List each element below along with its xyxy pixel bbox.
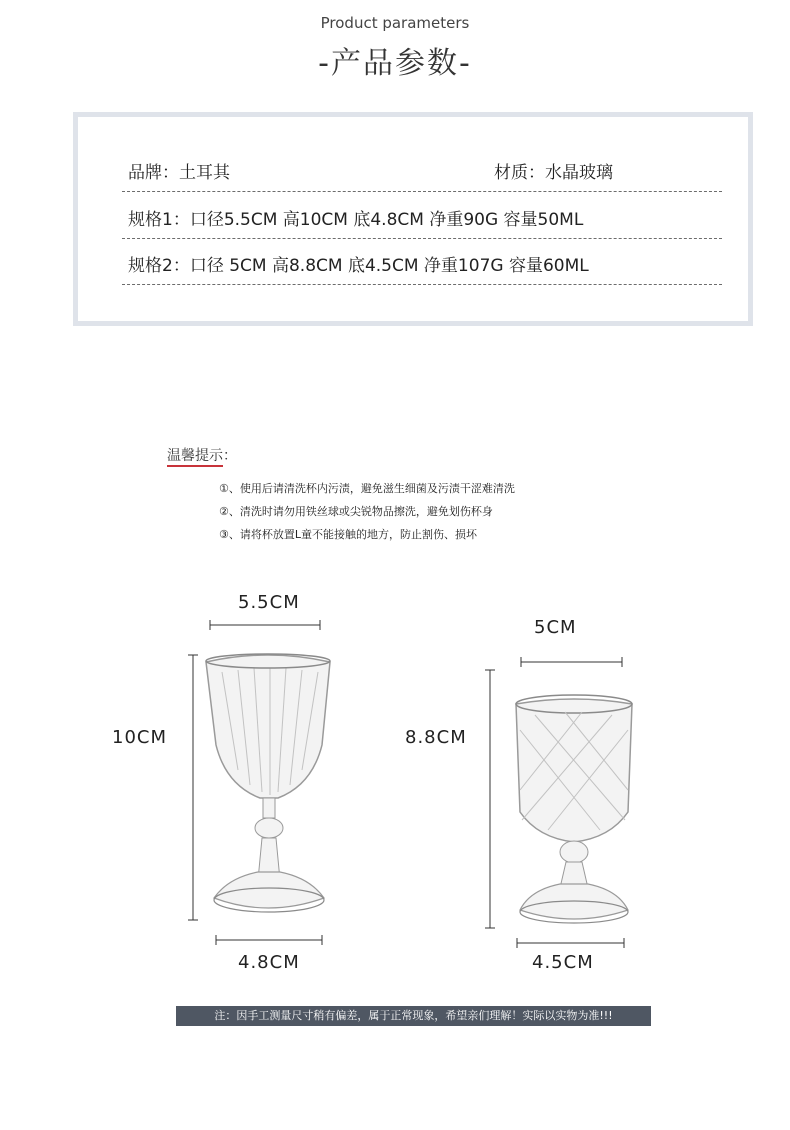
tip-item-2: ②、清洗时请勿用铁丝球或尖锐物品擦洗，避免划伤杯身: [219, 505, 493, 518]
disclaimer-note-bar: [176, 1006, 651, 1026]
tips-title-colon: ：: [223, 448, 237, 464]
param-brand: 品牌：土耳其: [128, 163, 230, 183]
header-title-cn: -产品参数-: [318, 46, 472, 81]
param-spec1: 规格1：口径5.5CM 高10CM 底4.8CM 净重90G 容量50ML: [128, 210, 584, 230]
glass1-top-width-label: 5.5CM: [238, 592, 300, 613]
glass1-image: [206, 654, 330, 912]
tip-item-3: ③、请将杯放置L童不能接触的地方，防止割伤、损坏: [219, 528, 477, 541]
disclaimer-note-text: 注：因手工测量尺寸稍有偏差，属于正常现象，希望亲们理解！实际以实物为准!!!: [214, 1009, 613, 1022]
tips-title-text: 温馨提示: [167, 448, 223, 467]
tip-item-1: ①、使用后请清洗杯内污渍，避免滋生细菌及污渍干涩难清洗: [219, 482, 515, 495]
glass1-base-width-label: 4.8CM: [238, 952, 300, 973]
glass1-height-label: 10CM: [112, 727, 168, 748]
param-material: 材质：水晶玻璃: [494, 163, 613, 183]
glass2-image: [516, 695, 632, 923]
param-spec2: 规格2：口径 5CM 高8.8CM 底4.5CM 净重107G 容量60ML: [128, 256, 589, 276]
glass2-top-width-label: 5CM: [534, 617, 577, 638]
header-title-en: Product parameters: [320, 14, 470, 32]
glass2-height-label: 8.8CM: [405, 727, 467, 748]
glass2-base-width-label: 4.5CM: [532, 952, 594, 973]
